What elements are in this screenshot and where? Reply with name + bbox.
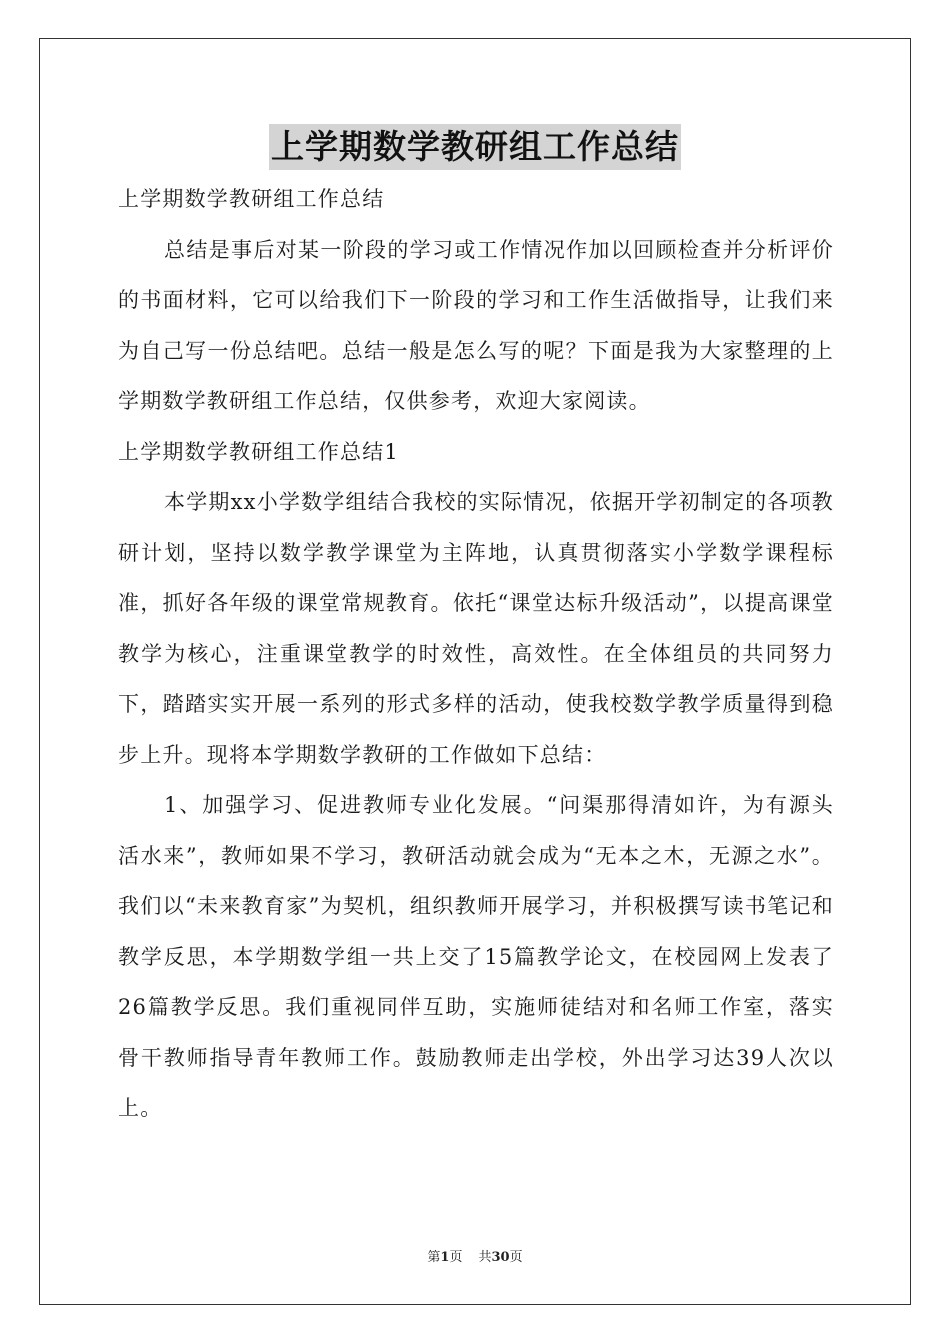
page-footer [0,1246,950,1265]
total-prefix: 共 [478,1250,492,1265]
total-page-count: 30 [491,1250,510,1265]
page-prefix: 第 [427,1250,441,1265]
section-paragraph: 本学期xx小学数学组结合我校的实际情况，依据开学初制定的各项教研计划，坚持以数学教学课堂为主阵地，认真贯彻落实小学数学课程标准，抓好各年级的课堂常规教育。依托“课堂达标升级活动”，以提高课堂教学为核心，注重课堂教学的时效性，高效性。在全体组员的共同努力下，踏踏实实开展一系列的形式多样的活动，使我校数学教学质量得到稳步上升。现将本学期数学教研的工作做如下总结： [118,490,834,767]
document-subtitle: 上学期数学教研组工作总结 [118,187,385,211]
current-page-number: 1 [440,1250,450,1265]
intro-paragraph: 总结是事后对某一阶段的学习或工作情况作加以回顾检查并分析评价的书面材料，它可以给我们下一阶段的学习和工作生活做指导，让我们来为自己写一份总结吧。总结一般是怎么写的呢？下面是我为大家整理的上学期数学教研组工作总结，仅供参考，欢迎大家阅读。 [118,237,834,413]
page-suffix: 页 [449,1250,463,1265]
section-heading: 上学期数学教研组工作总结1 [118,439,399,464]
section-paragraph: 1、加强学习、促进教师专业化发展。“问渠那得清如许，为有源头活水来”，教师如果不学习，教研活动就会成为“无本之木，无源之水”。我们以“未来教育家”为契机，组织教师开展学习，并积极撰写读书笔记和教学反思，本学期数学组一共上交了15篇教学论文，在校园网上发表了26篇教学反思。我们重视同伴互助，实施师徒结对和名师工作室，落实骨干教师指导青年教师工作。鼓励教师走出学校，外出学习达39人次以上。 [118,793,834,1120]
title-container [0,124,950,170]
document-body [118,174,834,1134]
document-title: 上学期数学教研组工作总结 [269,124,681,170]
total-suffix: 页 [509,1250,523,1265]
